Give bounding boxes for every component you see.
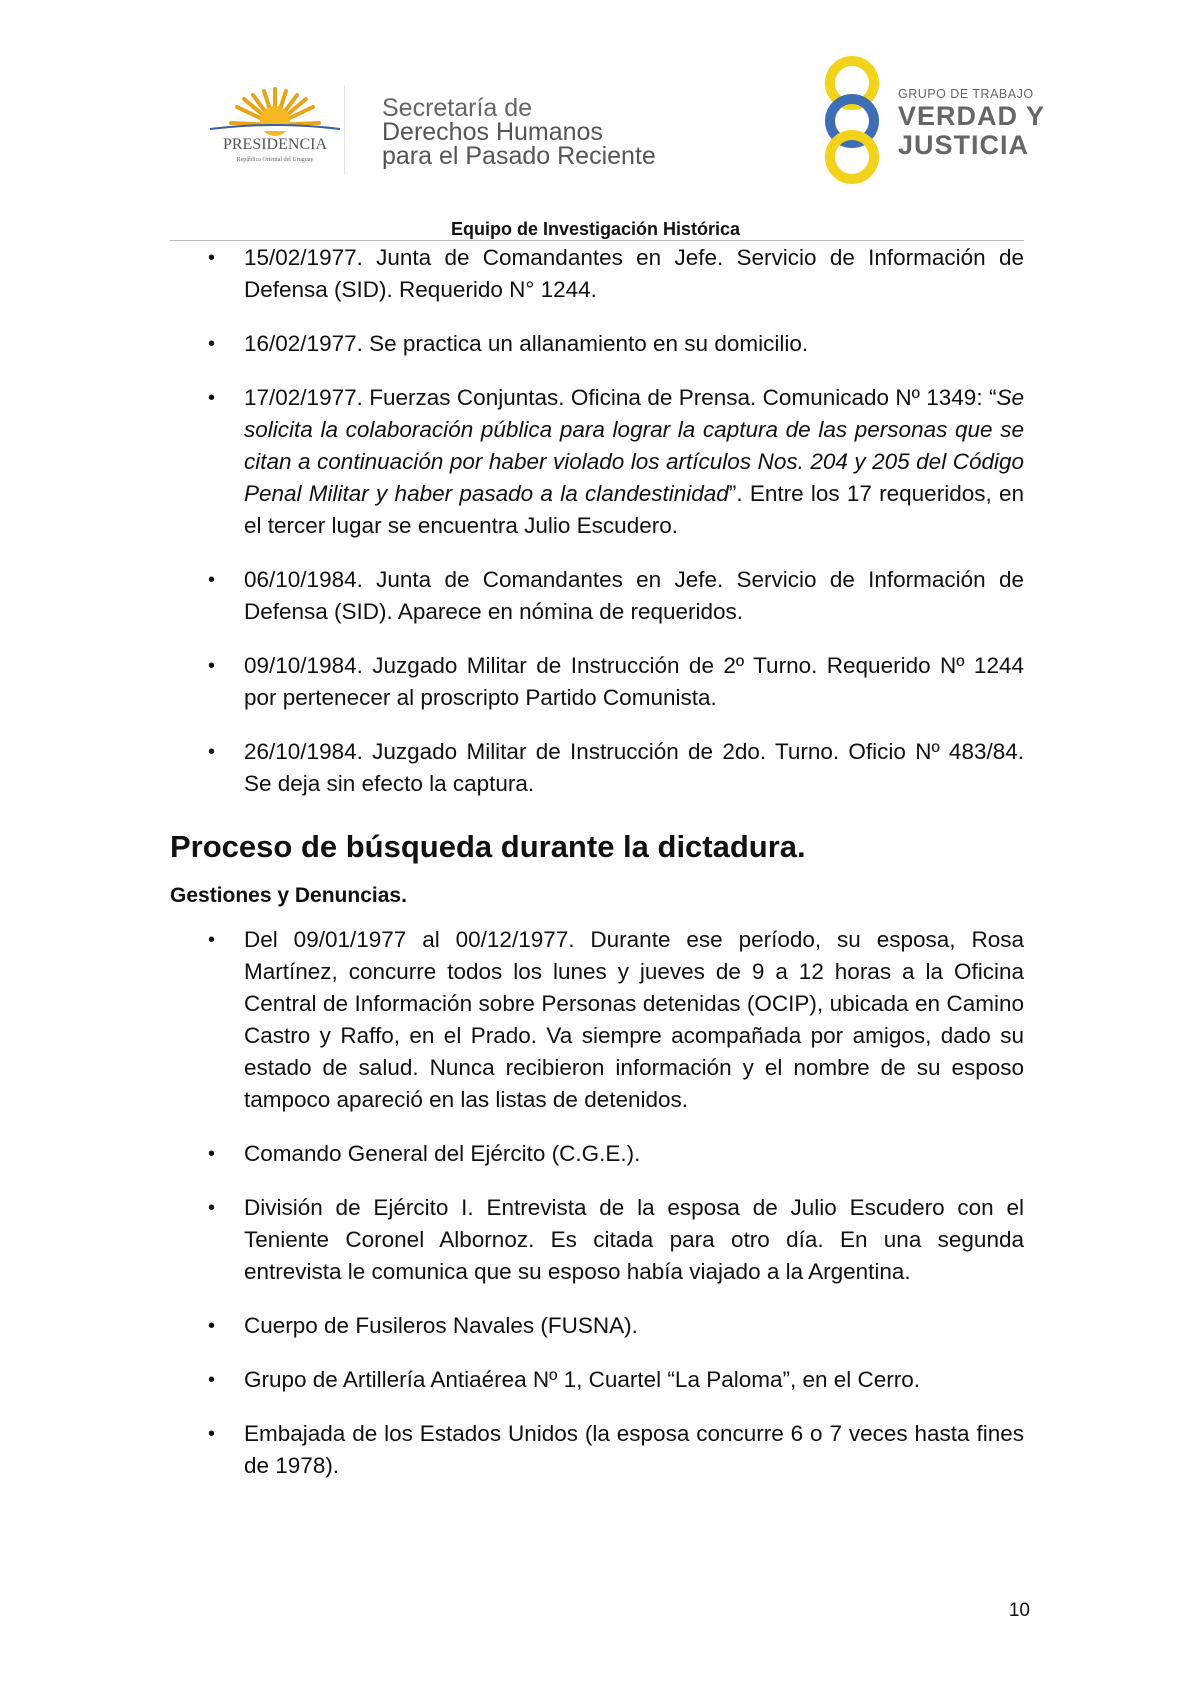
header-divider — [170, 240, 1024, 241]
verdad-y-label: VERDAD Y — [898, 100, 1046, 131]
item-text-end: ”. Entre los 17 requeridos, en el tercer lugar se encuentra Julio Escudero. — [244, 481, 1025, 538]
section-title: Proceso de búsqueda durante la dictadura. — [170, 829, 806, 864]
justicia-label: JUSTICIA — [898, 129, 1030, 160]
gestiones-list — [170, 924, 1024, 1482]
list-item: • 15/02/1977. Junta de Comandantes en Jefe. Servicio de Información de Defensa (SID). Requerido N° 1244. — [170, 242, 1024, 306]
grupo-trabajo-label: GRUPO DE TRABAJO — [898, 87, 1034, 101]
list-item: • División de Ejército I. Entrevista de la esposa de Julio Escudero con el Teniente Coronel Albornoz. Es citada para otro día. En una segunda entrevista le comunica que su esposo había viajado a la Argentina. — [170, 1192, 1024, 1288]
equipo-header: Equipo de Investigación Histórica — [450, 219, 741, 239]
list-item: • Comando General del Ejército (C.G.E.). — [170, 1138, 1024, 1170]
secretaria-line-3: para el Pasado Reciente — [382, 142, 656, 170]
grupo-trabajo-text — [898, 88, 1045, 159]
sun-icon — [210, 89, 340, 136]
secretaria-line-2: Derechos Humanos — [382, 118, 603, 146]
page-number: 10 — [1008, 1600, 1030, 1621]
list-item: • 09/10/1984. Juzgado Militar de Instrucción de 2º Turno. Requerido Nº 1244 por pertenecer al proscripto Partido Comunista. — [170, 650, 1024, 714]
item-quote: Se solicita la colaboración pública para lograr la captura de las personas que se citan a continuación por haber violado los artículos Nos. 204 y 205 del Código Penal Militar y haber pasado a la clandestinidad — [244, 385, 1024, 506]
rings-icon — [830, 61, 874, 179]
requerimientos-list — [170, 242, 1024, 800]
secretaria-name — [382, 96, 656, 168]
list-item: • Embajada de los Estados Unidos (la esposa concurre 6 o 7 veces hasta fines de 1978). — [170, 1418, 1024, 1482]
presidencia-name: PRESIDENCIA — [222, 136, 328, 153]
presidencia-subtitle: República Oriental del Uruguay — [236, 157, 314, 163]
list-item: • Cuerpo de Fusileros Navales (FUSNA). — [170, 1310, 1024, 1342]
list-item — [170, 382, 1024, 542]
item-text-intro: 17/02/1977. Fuerzas Conjuntas. Oficina de Prensa. Comunicado Nº 1349: “ — [244, 385, 997, 410]
list-item: • Grupo de Artillería Antiaérea Nº 1, Cuartel “La Paloma”, en el Cerro. — [170, 1364, 1024, 1396]
list-item: • 16/02/1977. Se practica un allanamiento en su domicilio. — [170, 328, 1024, 360]
presidencia-logo — [205, 85, 345, 175]
page-content — [170, 242, 1024, 1504]
list-item: • Del 09/01/1977 al 00/12/1977. Durante ese período, su esposa, Rosa Martínez, concurre todos los lunes y jueves de 9 a 12 horas a la Oficina Central de Información sobre Personas detenidas (OCIP), ubicada en Camino Castro y Raffo, en el Prado. Va siempre acompañada por amigos, dado su estado de salud. Nunca recibieron información y el nombre de su esposo tampoco apareció en las listas de detenidos. — [170, 924, 1024, 1116]
list-item: • 06/10/1984. Junta de Comandantes en Jefe. Servicio de Información de Defensa (SID). Aparece en nómina de requeridos. — [170, 564, 1024, 628]
list-item: • 26/10/1984. Juzgado Militar de Instrucción de 2do. Turno. Oficio Nº 483/84. Se deja sin efecto la captura. — [170, 736, 1024, 800]
secretaria-line-1: Secretaría de — [382, 94, 533, 122]
subsection-title: Gestiones y Denuncias. — [170, 884, 407, 907]
